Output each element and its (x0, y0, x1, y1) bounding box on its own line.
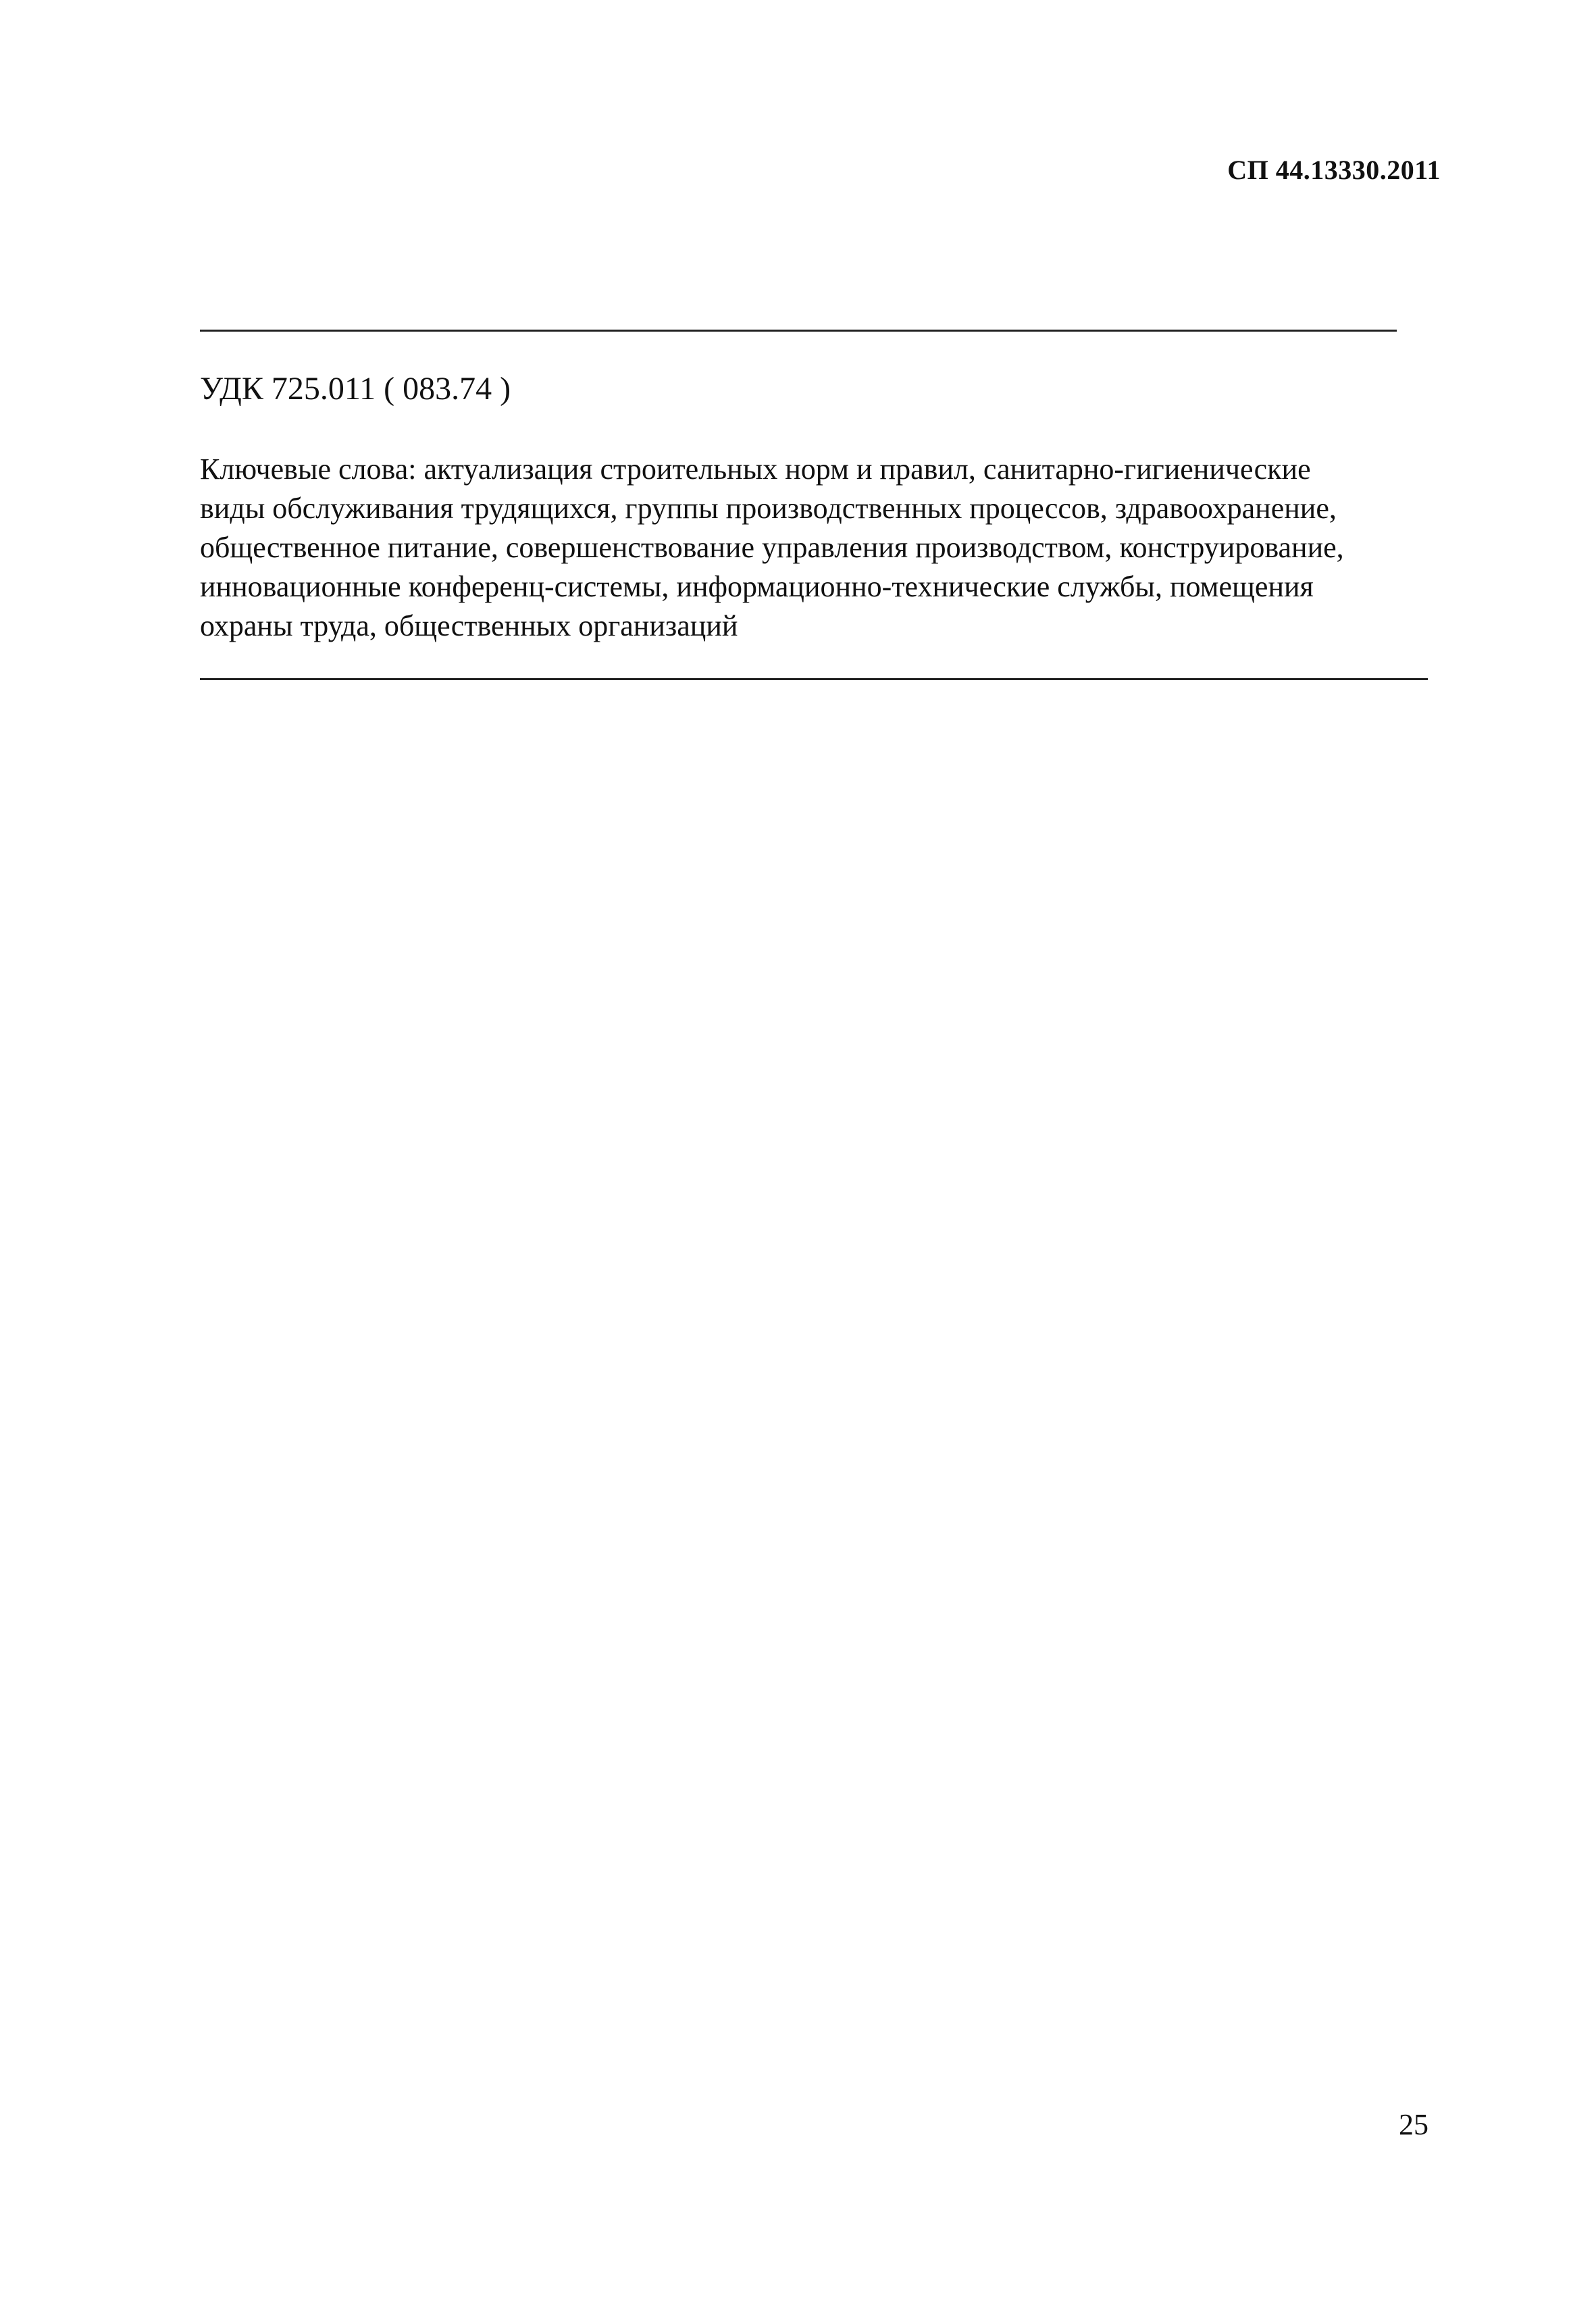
keywords-line: охраны труда, общественных организаций (200, 609, 738, 642)
page-number: 25 (1399, 2108, 1428, 2141)
bottom-divider (200, 678, 1428, 680)
keywords-block (200, 450, 1416, 646)
keywords-line: инновационные конференц-системы, информационно-технические службы, помещения (200, 570, 1314, 603)
keywords-line: виды обслуживания трудящихся, группы производственных процессов, здравоохранение, (200, 492, 1337, 525)
keywords-line: Ключевые слова: актуализация строительных норм и правил, санитарно-гигиенические (200, 453, 1311, 486)
top-divider (200, 330, 1397, 332)
document-code: СП 44.13330.2011 (1227, 155, 1441, 185)
keywords-line: общественное питание, совершенствование управления производством, конструирование, (200, 531, 1344, 564)
udk-classification: УДК 725.011 ( 083.74 ) (200, 371, 511, 407)
